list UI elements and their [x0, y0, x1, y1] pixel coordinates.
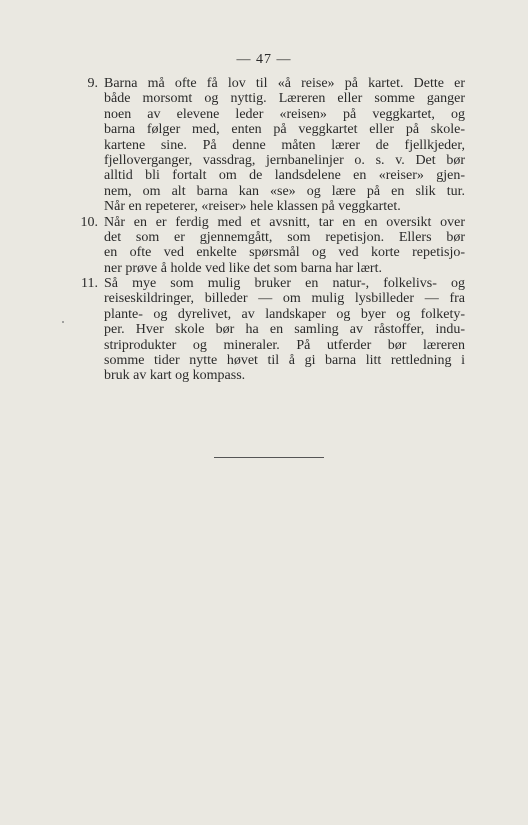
- numbered-paragraph-11: [70, 276, 465, 384]
- text-line: både morsomt og nyttig. Læreren eller somme ganger: [104, 91, 465, 107]
- text-line: Barna må ofte få lov til «å reise» på kartet. Dette er: [104, 76, 465, 91]
- text-line: plante- og dyrelivet, av landskaper og byer og folkety-: [104, 306, 465, 322]
- text-line: kartene sine. På denne måten lærer de fjellkjeder,: [104, 137, 465, 153]
- paragraph-number: 10.: [80, 214, 98, 230]
- section-end-rule: [214, 457, 324, 458]
- text-line: Når en repeterer, «reiser» hele klassen på veggkartet.: [104, 199, 401, 215]
- text-line: ner prøve å holde ved like det som barna har lært.: [104, 260, 382, 276]
- text-line: nem, om alt barna kan «se» og lære på en slik tur.: [104, 183, 465, 199]
- numbered-paragraph-10: [70, 215, 465, 277]
- text-line: noen av elevene leder «reisen» på veggkartet, og: [104, 106, 465, 122]
- text-line: Så mye som mulig bruker en natur-, folkelivs- og: [104, 276, 465, 292]
- margin-dot: [62, 321, 64, 323]
- paragraph-number: 11.: [81, 276, 98, 292]
- text-line: striprodukter og mineraler. På utferder bør læreren: [104, 337, 465, 353]
- page-number: — 47 —: [236, 52, 292, 67]
- text-line: det som er gjennemgått, som repetisjon. Ellers bør: [104, 229, 465, 245]
- text-line: barna følger med, enten på veggkartet eller på skole-: [104, 122, 465, 138]
- text-line: fjelloverganger, vassdrag, jernbanelinjer o. s. v. Det bør: [104, 152, 465, 168]
- text-line: bruk av kart og kompass.: [104, 368, 246, 384]
- paragraph-list: [70, 76, 465, 384]
- numbered-paragraph-9: [70, 76, 465, 215]
- text-line: reiseskildringer, billeder — om mulig lysbilleder — fra: [104, 291, 465, 307]
- text-line: per. Hver skole bør ha en samling av råstoffer, indu-: [104, 322, 465, 338]
- text-line: somme tider nytte høvet til å gi barna litt rettledning i: [104, 353, 465, 369]
- text-line: Når en er ferdig med et avsnitt, tar en en oversikt over: [104, 214, 465, 230]
- paragraph-number: 9.: [87, 76, 98, 91]
- text-line: en ofte ved enkelte spørsmål og ved korte repetisjo-: [104, 245, 465, 261]
- text-line: alltid bli fortalt om de landsdelene en «reiser» gjen-: [104, 168, 465, 184]
